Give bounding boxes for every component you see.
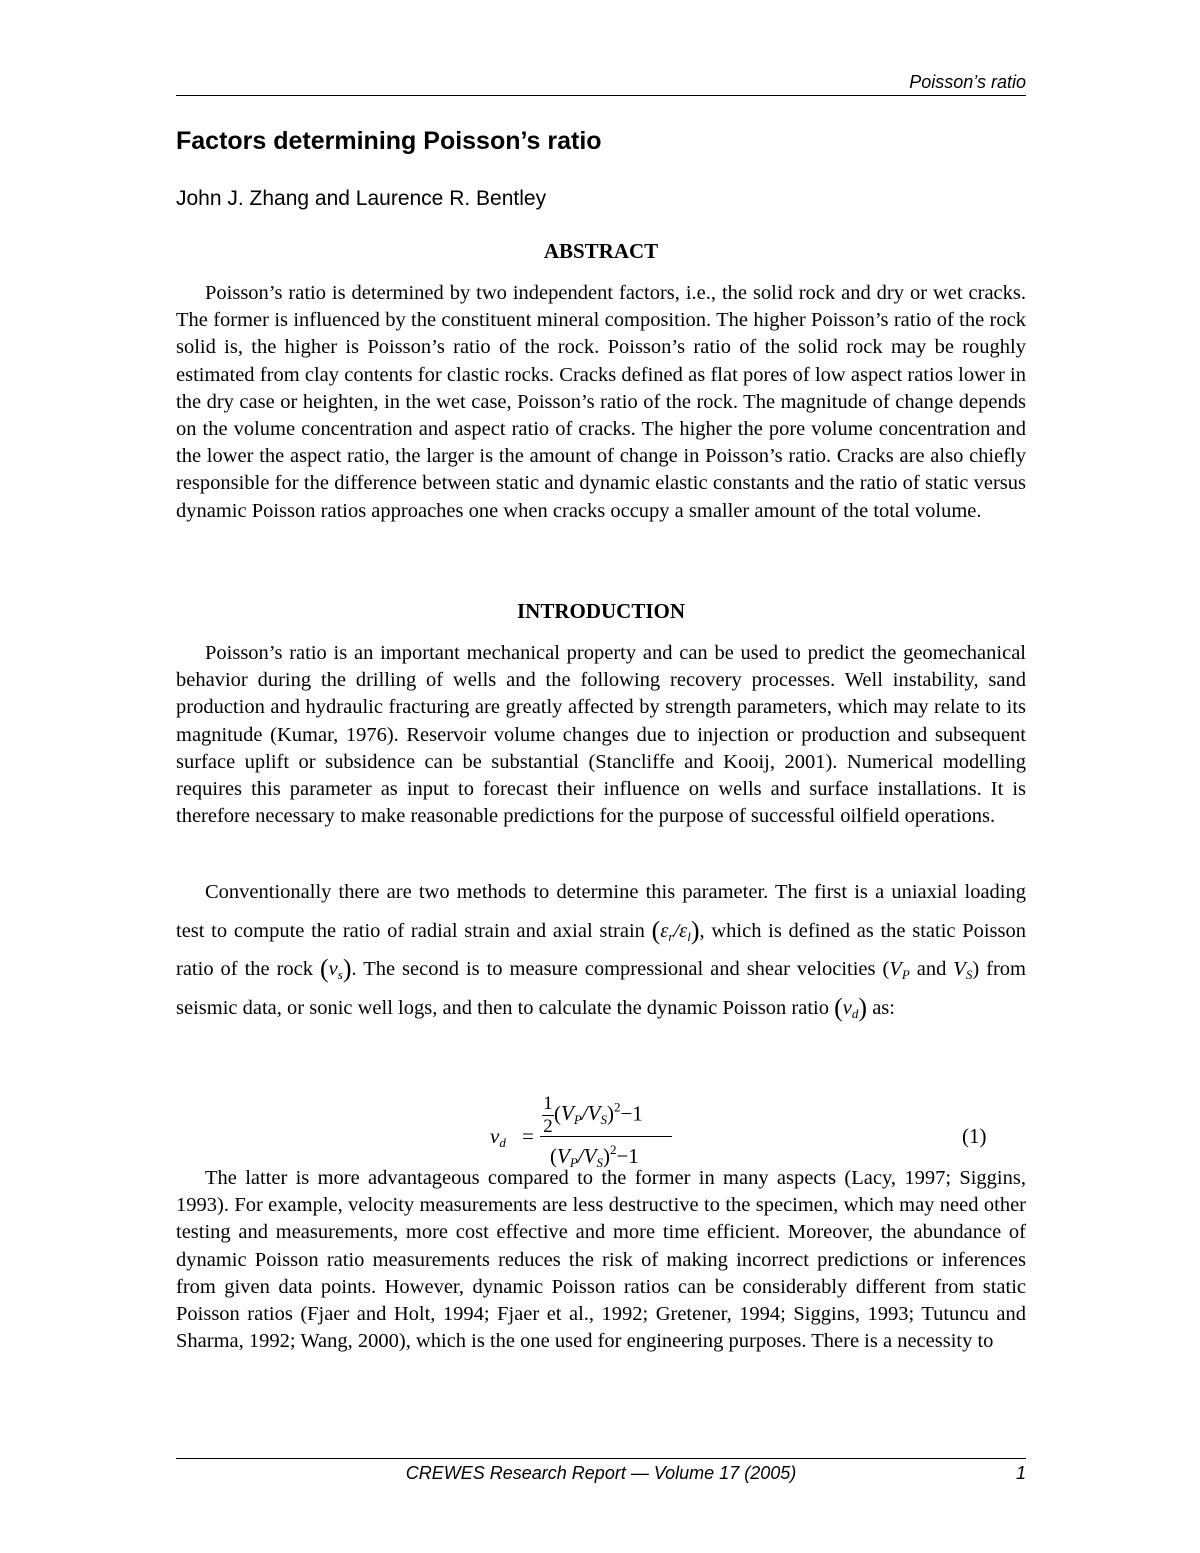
paragraph-text: . The second is to measure compressional and shear velocities ( (351, 958, 890, 980)
paragraph-text: and (909, 958, 954, 980)
vs-symbol: $V_S$ (953, 958, 973, 982)
equation-numerator: $\frac{1}{2}$ $(V_P/V_S)^2-1$ (543, 1093, 643, 1137)
equation-denominator: $(V_P/V_S)^2-1$ (550, 1142, 639, 1170)
equation-1 (490, 1094, 690, 1174)
paragraph-text: , which is defined as the static Poisson ratio of the rock (176, 919, 1026, 980)
one-half-fraction: $\frac{1}{2}$ (543, 1093, 553, 1137)
paragraph-text: ) from seismic data, or sonic well logs, and then to calculate the dynamic Poisson ratio (176, 958, 1026, 1019)
strain-ratio-symbol: $(\varepsilon_r/\varepsilon_l)$ (651, 915, 700, 945)
equation-fraction-bar (540, 1136, 672, 1137)
vp-symbol: $V_P$ (889, 958, 910, 982)
equation-number: (1) (962, 1124, 987, 1148)
dynamic-poisson-symbol: $(\nu_d)$ (834, 992, 868, 1022)
author-list: John J. Zhang and Laurence R. Bentley (176, 187, 547, 210)
abstract-paragraph: Poisson’s ratio is determined by two independent factors, i.e., the solid rock and dry or wet cracks. The former is influenced by the constituent mineral composition. The higher Poisson’s ratio of the rock solid is, the higher is Poisson’s ratio of the rock. Poisson’s ratio of the solid rock may be roughly estimated from clay contents for clastic rocks. Cracks defined as flat pores of low aspect ratios lower in the dry case or heighten, in the wet case, Poisson’s ratio of the rock. The magnitude of change depends on the volume concentration and aspect ratio of cracks. The higher the pore volume concentration and the lower the aspect ratio, the larger is the amount of change in Poisson’s ratio. Cracks are also chiefly responsible for the difference between static and dynamic elastic constants and the ratio of static versus dynamic Poisson ratios approaches one when cracks occupy a smaller amount of the total volume. (176, 282, 1026, 522)
paper-title: Factors determining Poisson’s ratio (176, 127, 602, 155)
footer-journal: CREWES Research Report — Volume 17 (2005) (405, 1463, 797, 1483)
equation-equals: = (522, 1124, 534, 1148)
introduction-heading: INTRODUCTION (516, 599, 686, 623)
equation-lhs: $\nu_d$ (490, 1124, 506, 1150)
footer-rule (176, 1458, 1026, 1459)
static-poisson-symbol: $(\nu_s)$ (319, 954, 352, 983)
introduction-paragraph-3: The latter is more advantageous compared to the former in many aspects (Lacy, 1997; Siggins, 1993). For example, velocity measurements are less destructive to the specimen, which may need other testing and measurements, more cost effective and more time efficient. Moreover, the abundance of dynamic Poisson ratio measurements reduces the risk of making incorrect predictions or inferences from given data points. However, dynamic Poisson ratios can be considerably different from static Poisson ratios (Fjaer and Holt, 1994; Fjaer et al., 1992; Gretener, 1994; Siggins, 1993; Tutuncu and Sharma, 1992; Wang, 2000), which is the one used for engineering purposes. There is a necessity to (176, 1167, 1026, 1353)
abstract-heading: ABSTRACT (543, 239, 659, 263)
paragraph-text: Conventionally there are two methods to determine this parameter. The first is a uniaxial loading test to compute the ratio of radial strain and axial strain (176, 881, 1026, 942)
paragraph-text: as: (867, 996, 895, 1019)
introduction-paragraph-1: Poisson’s ratio is an important mechanical property and can be used to predict the geomechanical behavior during the drilling of wells and the following recovery processes. Well instability, sand production and hydraulic fracturing are greatly affected by strength parameters, which may relate to its magnitude (Kumar, 1976). Reservoir volume changes due to injection or production and subsequent surface uplift or subsidence can be substantial (Stancliffe and Kooij, 2001). Numerical modelling requires this parameter as input to forecast their influence on wells and surface installations. It is therefore necessary to make reasonable predictions for the purpose of successful oilfield operations. (176, 642, 1026, 828)
header-rule (176, 95, 1026, 96)
page-number: 1 (1015, 1463, 1026, 1483)
running-header: Poisson’s ratio (909, 72, 1026, 92)
introduction-paragraph-2 (176, 874, 1026, 1027)
